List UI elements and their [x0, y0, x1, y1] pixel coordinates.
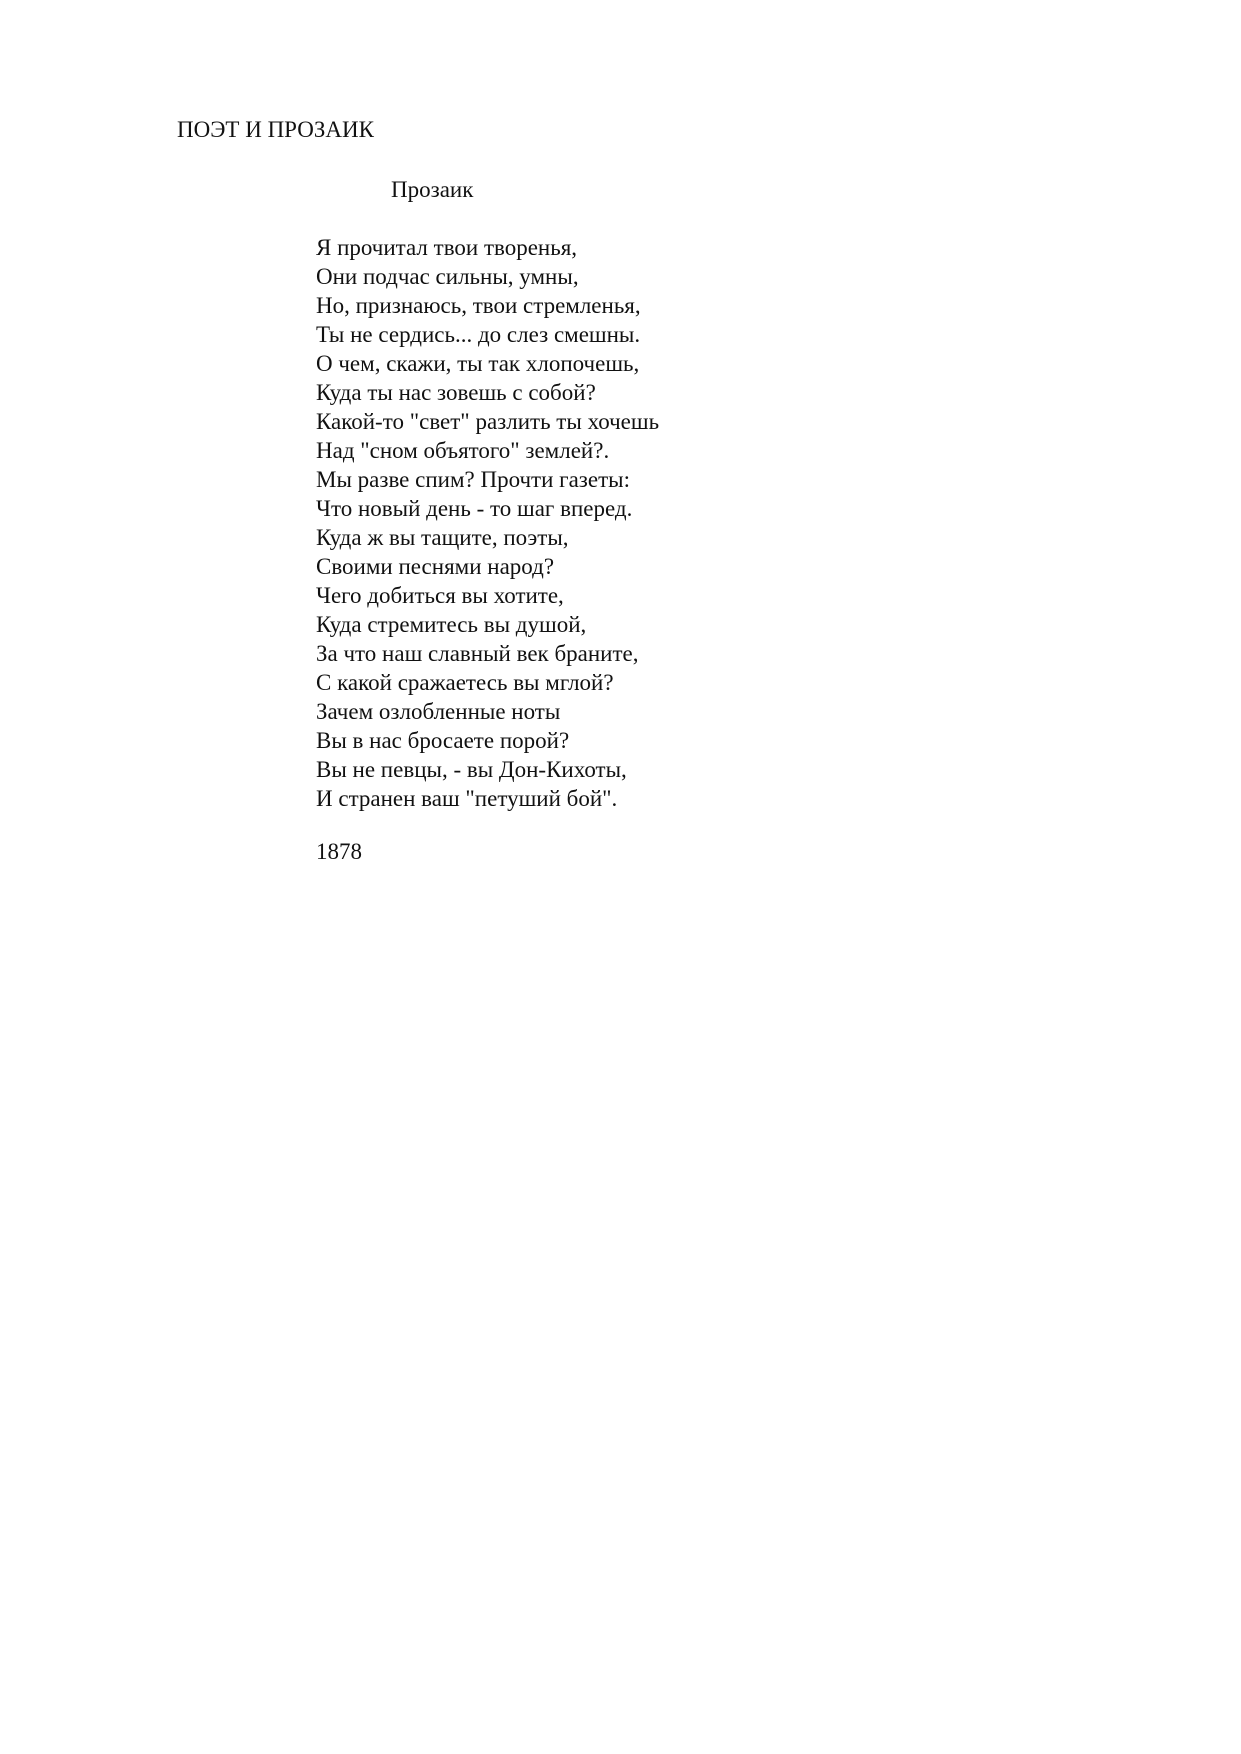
poem-line: Вы в нас бросаете порой? [316, 728, 570, 753]
poem-line: Своими песнями народ? [316, 554, 555, 579]
poem-line: Ты не сердись... до слез смешны. [316, 322, 641, 347]
poem-line: И странен ваш "петуший бой". [316, 786, 618, 811]
poem-line: Куда ж вы тащите, поэты, [316, 525, 569, 550]
poem-line: Чего добиться вы хотите, [316, 583, 564, 608]
poem-line: Какой-то "свет" разлить ты хочешь [316, 409, 660, 434]
poem-line: Но, признаюсь, твои стремленья, [316, 293, 641, 318]
poem-line: С какой сражаетесь вы мглой? [316, 670, 614, 695]
poem-line: Куда стремитесь вы душой, [316, 612, 587, 637]
poem-line: За что наш славный век браните, [316, 641, 639, 666]
poem-line: О чем, скажи, ты так хлопочешь, [316, 351, 640, 376]
poem-line: Они подчас сильны, умны, [316, 264, 579, 289]
poem-body [316, 233, 659, 813]
poem-title: ПОЭТ И ПРОЗАИК [177, 117, 374, 142]
poem-year: 1878 [316, 839, 362, 864]
speaker-heading: Прозаик [391, 177, 474, 202]
poem-line: Я прочитал твои творенья, [316, 235, 578, 260]
poem-line: Мы разве спим? Прочти газеты: [316, 467, 630, 492]
poem-line: Зачем озлобленные ноты [316, 699, 561, 724]
poem-line: Что новый день - то шаг вперед. [316, 496, 633, 521]
poem-line: Над "сном объятого" землей?. [316, 438, 610, 463]
poem-line: Вы не певцы, - вы Дон-Кихоты, [316, 757, 627, 782]
poem-line: Куда ты нас зовешь с собой? [316, 380, 596, 405]
